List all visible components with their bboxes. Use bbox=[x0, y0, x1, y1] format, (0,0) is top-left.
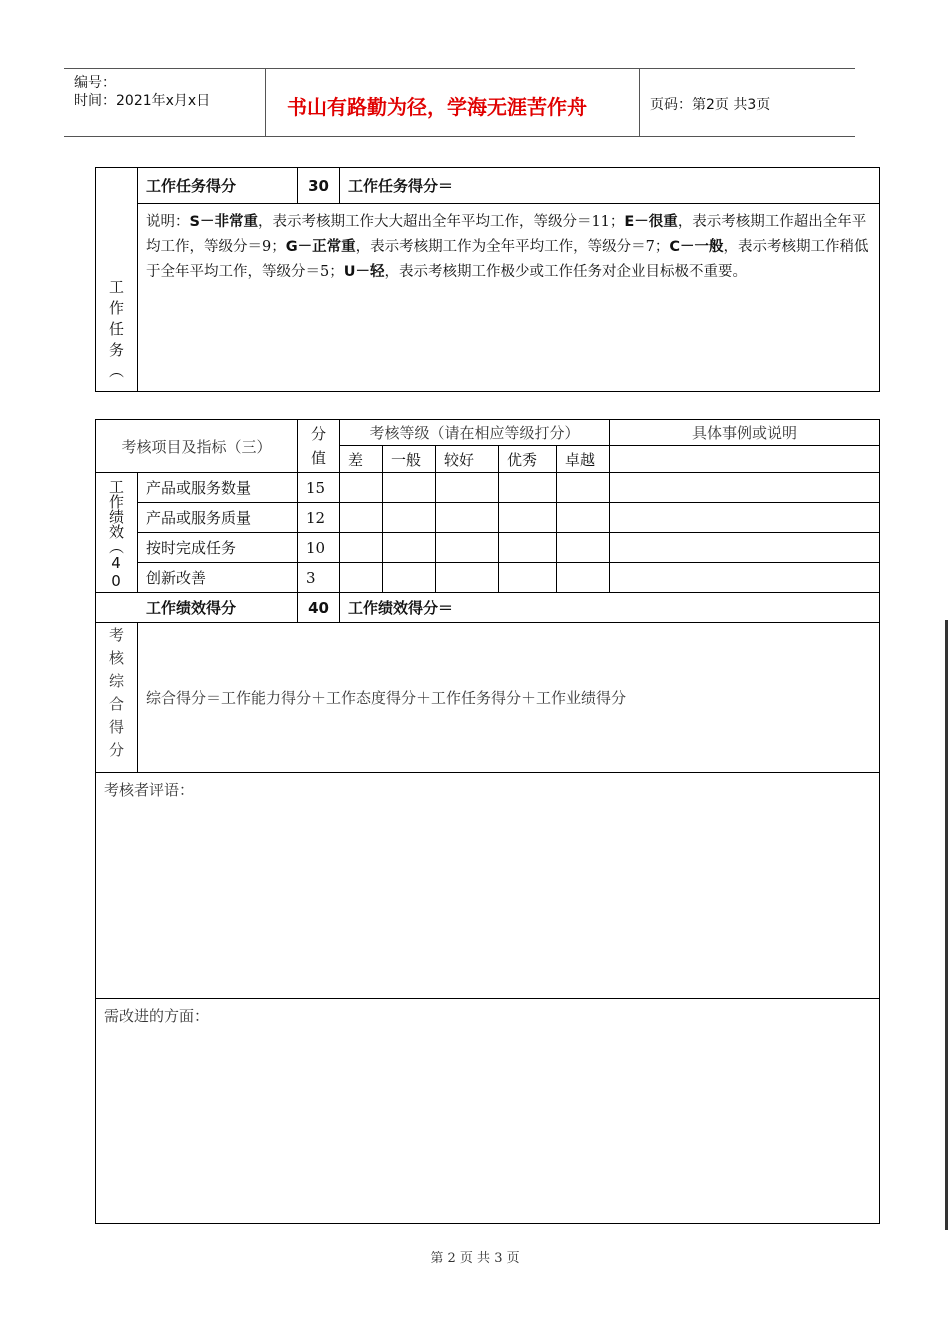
improvement-label: 需改进的方面： bbox=[104, 1007, 210, 1025]
reviewer-label: 考核者评语： bbox=[104, 781, 195, 799]
grade-key: C－一般 bbox=[669, 239, 724, 255]
grade-key: G－正常重 bbox=[285, 239, 356, 255]
grade-cell[interactable] bbox=[557, 533, 610, 563]
note-prefix: 说明： bbox=[146, 214, 190, 230]
examples-header: 具体事例或说明 bbox=[610, 420, 880, 446]
table-row-label: 产品或服务数量 bbox=[138, 473, 298, 503]
perf-title: 考核项目及指标（三） bbox=[96, 420, 298, 473]
perf-total-value: 40 bbox=[298, 593, 340, 623]
grade-cell[interactable] bbox=[340, 503, 383, 533]
grade-cell[interactable] bbox=[499, 533, 557, 563]
example-cell[interactable] bbox=[610, 533, 880, 563]
page-indicator: 页码：第2页 共3页 bbox=[650, 97, 771, 113]
grade-cell[interactable] bbox=[499, 473, 557, 503]
task-side-cell bbox=[96, 168, 138, 392]
grade-desc: ，表示考核期工作大大超出全年平均工作，等级分＝11； bbox=[257, 214, 625, 230]
example-cell[interactable] bbox=[610, 473, 880, 503]
grade-cell[interactable] bbox=[383, 503, 436, 533]
grade-cell[interactable] bbox=[557, 473, 610, 503]
score-column-header bbox=[298, 420, 340, 473]
task-grade-note bbox=[138, 204, 880, 392]
grade-desc: ，表示考核期工作稍低于全年平均工作，等级分＝5； bbox=[146, 239, 869, 280]
page-edge-bar bbox=[945, 620, 948, 1230]
header-motto: 书山有路勤为径，学海无涯苦作舟 bbox=[287, 95, 587, 119]
header-divider bbox=[265, 69, 266, 136]
grade-key: U－轻 bbox=[343, 264, 385, 280]
grade-cell[interactable] bbox=[383, 533, 436, 563]
table-row-score: 15 bbox=[298, 473, 340, 503]
grade-outstanding: 卓越 bbox=[557, 446, 610, 473]
task-score-value: 30 bbox=[298, 168, 340, 204]
perf-total-result: 工作绩效得分＝ bbox=[340, 593, 880, 623]
table-row-score: 10 bbox=[298, 533, 340, 563]
grade-cell[interactable] bbox=[340, 473, 383, 503]
header-top-rule bbox=[64, 68, 855, 69]
example-cell[interactable] bbox=[610, 563, 880, 593]
table-row-score: 3 bbox=[298, 563, 340, 593]
grade-key: E－很重 bbox=[624, 214, 678, 230]
task-score-result: 工作任务得分＝ bbox=[340, 168, 880, 204]
reviewer-comment-box[interactable] bbox=[96, 773, 880, 999]
grade-cell[interactable] bbox=[383, 473, 436, 503]
score-column-label: 分值 bbox=[310, 425, 326, 467]
grade-cell[interactable] bbox=[436, 533, 499, 563]
grade-cell[interactable] bbox=[499, 563, 557, 593]
grade-desc: ，表示考核期工作极少或工作任务对企业目标极不重要。 bbox=[384, 264, 748, 280]
performance-table bbox=[95, 419, 880, 1224]
grade-cell[interactable] bbox=[436, 473, 499, 503]
grade-average: 一般 bbox=[383, 446, 436, 473]
table-row-label: 产品或服务质量 bbox=[138, 503, 298, 533]
grade-desc: ，表示考核期工作超出全年平均工作，等级分＝9； bbox=[146, 214, 867, 255]
task-side-label: 工作任务（ bbox=[107, 279, 125, 384]
overall-label: 考核综合得分 bbox=[107, 627, 125, 765]
grade-good: 较好 bbox=[436, 446, 499, 473]
document-number-label: 编号： bbox=[74, 75, 116, 91]
overall-formula: 综合得分＝工作能力得分＋工作态度得分＋工作任务得分＋工作业绩得分 bbox=[138, 623, 880, 773]
grade-cell[interactable] bbox=[383, 563, 436, 593]
header-divider bbox=[639, 69, 640, 136]
document-time-label: 时间：2021年x月x日 bbox=[74, 93, 211, 109]
table-row-label: 创新改善 bbox=[138, 563, 298, 593]
footer-page-number: 第 2 页 共 3 页 bbox=[430, 1251, 520, 1266]
grade-header: 考核等级（请在相应等级打分） bbox=[340, 420, 610, 446]
grade-cell[interactable] bbox=[436, 503, 499, 533]
grade-cell[interactable] bbox=[340, 563, 383, 593]
grade-excellent: 优秀 bbox=[499, 446, 557, 473]
overall-side-cell bbox=[96, 623, 138, 773]
table-row-score: 12 bbox=[298, 503, 340, 533]
table-row-label: 按时完成任务 bbox=[138, 533, 298, 563]
grade-cell[interactable] bbox=[499, 503, 557, 533]
grade-cell[interactable] bbox=[557, 563, 610, 593]
perf-side-cell bbox=[96, 473, 138, 593]
task-score-label: 工作任务得分 bbox=[138, 168, 298, 204]
perf-side-label: 工作绩效（40 bbox=[107, 479, 125, 590]
grade-cell[interactable] bbox=[340, 533, 383, 563]
grade-poor: 差 bbox=[340, 446, 383, 473]
grade-key: S－非常重 bbox=[189, 214, 258, 230]
perf-total-label: 工作绩效得分 bbox=[96, 593, 298, 623]
improvement-box[interactable] bbox=[96, 999, 880, 1224]
task-table bbox=[95, 167, 880, 392]
examples-subheader bbox=[610, 446, 880, 473]
header-bottom-rule bbox=[64, 136, 855, 137]
grade-cell[interactable] bbox=[436, 563, 499, 593]
example-cell[interactable] bbox=[610, 503, 880, 533]
grade-cell[interactable] bbox=[557, 503, 610, 533]
grade-desc: ，表示考核期工作为全年平均工作，等级分＝7； bbox=[355, 239, 670, 255]
